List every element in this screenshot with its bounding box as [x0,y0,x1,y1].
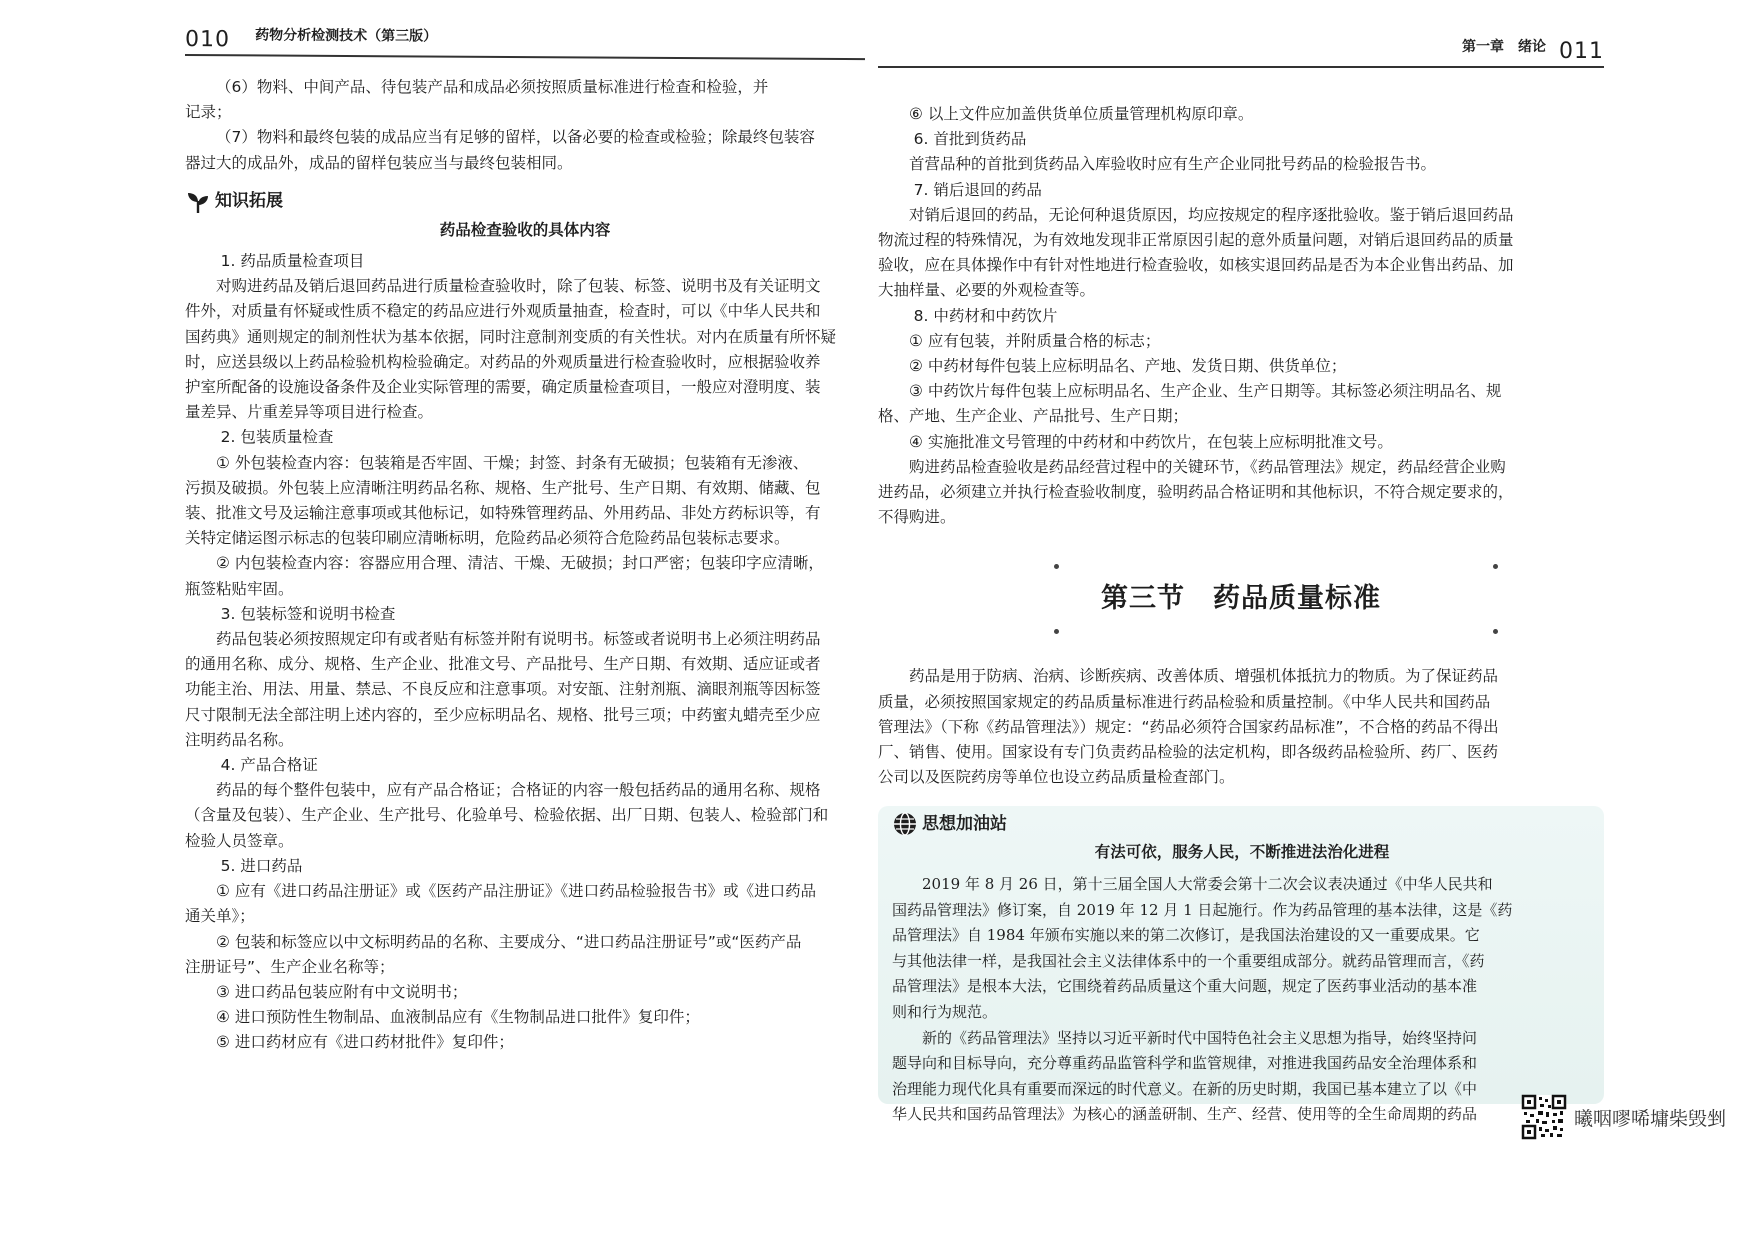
body-line: 管理法》（下称《药品管理法》）规定：“药品必须符合国家药品标准”，不合格的药品不得出 [878,717,1499,736]
body-line: 装、批准文号及运输注意事项或其他标记，如特殊管理药品、外用药品、非处方药标识等，有 [185,504,821,523]
subsection-heading: 3. 包装标签和说明书检查 [220,604,396,623]
body-line: ③ 进口药品包装应附有中文说明书； [216,982,468,1001]
watermark [1522,1095,1726,1139]
body-line: 量差异、片重差异等项目进行检查。 [185,403,434,422]
body-line: 功能主治、用法、用量、禁忌、不良反应和注意事项。对安瓿、注射剂瓶、滴眼剂瓶等因标签 [185,680,821,699]
section-title: 第三节 药品质量标准 [1101,583,1381,615]
body-line: 质量，必须按照国家规定的药品质量标准进行药品检验和质量控制。《中华人民共和国药品 [878,692,1491,711]
thought-box [878,806,1604,1124]
intro-line: （6）物料、中间产品、待包装产品和成品必须按照质量标准进行检查和检验，并 [216,78,769,96]
thought-box-label-text: 思想加油站 [922,813,1007,834]
globe-icon [892,811,918,837]
ornament-dot [1493,564,1498,569]
body-line: 药品包装必须按照规定印有或者贴有标签并附有说明书。标签或者说明书上必须注明药品 [216,630,821,649]
watermark-text: 曦咽嘐唏墉柴毁剉 [1573,1107,1726,1130]
body-line: 注册证号”、生产企业名称等； [185,957,395,976]
intro-line: 器过大的成品外，成品的留样包装应当与最终包装相同。 [185,153,573,172]
body-line: ③ 中药饮片每件包装上应标明品名、生产企业、生产日期等。其标签必须注明品名、规 [909,382,1502,401]
right-content [878,102,1604,1124]
subsection-heading: 4. 产品合格证 [220,756,318,775]
subsection-heading: 5. 进口药品 [220,856,303,875]
body-line: 瓶签粘贴牢固。 [185,579,294,598]
body-line: 药品是用于防病、治病、诊断疾病、改善体质、增强机体抵抗力的物质。为了保证药品 [909,667,1499,686]
body-line: 与其他法律一样，是我国社会主义法律体系中的一个重要组成部分。就药品管理而言，《药 [892,951,1485,970]
body-line: ④ 实施批准文号管理的中药材和中药饮片，在包装上应标明批准文号。 [909,432,1393,451]
body-line: 进药品，必须建立并执行检查验收制度，验明药品合格证明和其他标识，不符合规定要求的， [878,483,1514,502]
body-line: 则和行为规范。 [892,1003,998,1022]
knowledge-box-label-text: 知识拓展 [215,191,283,212]
thought-box-title: 有法可依，服务人民，不断推进法治化进程 [1094,843,1390,862]
body-line: ② 中药材每件包装上应标明品名、产地、发货日期、供货单位； [909,357,1347,376]
body-line: ① 外包装检查内容：包装箱是否牢固、干燥；封签、封条有无破损；包装箱有无渗液、 [216,453,809,472]
subsection-heading: 7. 销后退回的药品 [913,180,1042,199]
ornament-dot [1054,629,1059,634]
body-line: 注明药品名称。 [185,730,294,749]
ornament-dot [1054,564,1059,569]
body-line: ① 应有《进口药品注册证》或《医药产品注册证》《进口药品检验报告书》或《进口药品 [216,882,817,901]
body-line: 检验人员签章。 [185,831,294,850]
qr-code-icon [1522,1095,1566,1139]
right-page [878,18,1604,1124]
right-page-number: 011 [1559,38,1604,64]
subsection-heading: 2. 包装质量检查 [220,428,334,447]
body-line: 国药品管理法》修订案，自 2019 年 12 月 1 日起施行。作为药品管理的基本法律，这是《药 [892,900,1513,919]
body-line: 对购进药品及销后退回药品进行质量检查验收时，除了包装、标签、说明书及有关证明文 [216,277,821,296]
intro-line: （7）物料和最终包装的成品应当有足够的留样，以备必要的检查或检验；除最终包装容 [216,128,815,147]
left-page [185,18,865,1078]
body-line: ② 包装和标签应以中文标明药品的名称、主要成分、“进口药品注册证号”或“医药产品 [216,932,802,951]
left-running-title: 药物分析检测技术（第三版） [255,27,438,45]
right-running-title: 第一章 绪论 [1462,38,1546,55]
body-line: 品管理法》自 1984 年颁布实施以来的第二次修订，是我国法治建设的又一重要成果。它 [892,926,1480,945]
body-line: 治理能力现代化具有重要而深远的时代意义。在新的历史时期，我国已基本建立了以《中 [892,1079,1478,1098]
intro-line: 记录； [185,103,232,122]
left-content [185,75,865,1056]
body-line: 国药典》通则规定的制剂性状为基本依据，同时注意制剂变质的有关性状。对内在质量有所怀疑 [185,327,837,346]
subsection-heading: 1. 药品质量检查项目 [220,252,365,271]
body-line: 品管理法》是根本大法，它围绕着药品质量这个重大问题，规定了医药事业活动的基本准 [892,977,1478,996]
body-line: 护室所配备的设施设备条件及企业实际管理的需要，确定质量检查项目，一般应对澄明度、装 [185,378,821,397]
ornament-dot [1493,629,1498,634]
body-line: 格、产地、生产企业、产品批号、生产日期； [878,407,1189,426]
body-line: 尺寸限制无法全部注明上述内容的，至少应标明品名、规格、批号三项；中药蜜丸蜡壳至少应 [185,705,821,724]
body-line: 污损及破损。外包装上应清晰注明药品名称、规格、生产批号、生产日期、有效期、储藏、包 [185,478,821,497]
body-line: （含量及包装）、生产企业、生产批号、化验单号、检验依据、出厂日期、包装人、检验部门和 [185,806,829,825]
body-line: 购进药品检查验收是药品经营过程中的关键环节，《药品管理法》规定，药品经营企业购 [909,457,1506,476]
body-line: 时，应送县级以上药品检验机构检验确定。对药品的外观质量进行检查验收时，应根据验收养 [185,352,821,371]
left-running-head [185,18,865,60]
body-line: 药品的每个整件包装中，应有产品合格证；合格证的内容一般包括药品的通用名称、规格 [216,781,821,800]
subsection-heading: 8. 中药材和中药饮片 [913,306,1058,325]
body-line: 的通用名称、成分、规格、生产企业、批准文号、产品批号、生产日期、有效期、适应证或者 [185,655,821,674]
left-page-number: 010 [185,26,231,53]
body-line: 验收，应在具体操作中有针对性地进行检查验收，如核实退回药品是否为本企业售出药品、加 [878,256,1514,275]
knowledge-box-title: 药品检查验收的具体内容 [439,220,611,239]
body-line: 通关单》； [185,907,255,926]
right-running-head [878,30,1604,68]
body-line: ⑥ 以上文件应加盖供货单位质量管理机构原印章。 [909,105,1254,123]
body-line: 2019 年 8 月 26 日，第十三届全国人大常委会第十二次会议表决通过《中华人民共和 [922,875,1493,894]
thought-box-label [892,810,1592,838]
body-line: 公司以及医院药房等单位也设立药品质量检查部门。 [878,768,1235,787]
leaf-icon [185,189,211,215]
body-line: 首营品种的首批到货药品入库验收时应有生产企业同批号药品的检验报告书。 [909,155,1437,174]
subsection-heading: 6. 首批到货药品 [913,130,1027,149]
body-line: 对销后退回的药品，无论何种退货原因，均应按规定的程序逐批验收。鉴于销后退回药品 [909,205,1514,224]
body-line: 物流过程的特殊情况，为有效地发现非正常原因引起的意外质量问题，对销后退回药品的质量 [878,231,1514,250]
body-line: 华人民共和国药品管理法》为核心的涵盖研制、生产、经营、使用等的全生命周期的药品 [892,1105,1478,1124]
section-heading [878,564,1604,634]
knowledge-box-label [185,188,865,216]
body-line: 大抽样量、必要的外观检查等。 [878,281,1096,300]
body-line: 件外，对质量有怀疑或性质不稳定的药品应进行外观质量抽查，检查时，可以《中华人民共和 [185,302,821,321]
body-line: ① 应有包装，并附质量合格的标志； [909,331,1161,350]
body-line: 关特定储运图示标志的包装印刷应清晰标明，危险药品必须符合危险药品包装标志要求。 [185,529,790,548]
body-line: ② 内包装检查内容：容器应用合理、清洁、干燥、无破损；封口严密；包装印字应清晰， [216,554,824,573]
body-line: 题导向和目标导向，充分尊重药品监管科学和监管规律，对推进我国药品安全治理体系和 [892,1054,1478,1073]
body-line: ⑤ 进口药材应有《进口药材批件》复印件； [216,1033,514,1052]
body-line: ④ 进口预防性生物制品、血液制品应有《生物制品进口批件》复印件； [216,1008,700,1027]
body-line: 不得购进。 [878,508,956,527]
body-line: 厂、销售、使用。国家设有专门负责药品检验的法定机构，即各级药品检验所、药厂、医药 [878,743,1499,762]
body-line: 新的《药品管理法》坚持以习近平新时代中国特色社会主义思想为指导，始终坚持问 [922,1028,1478,1047]
